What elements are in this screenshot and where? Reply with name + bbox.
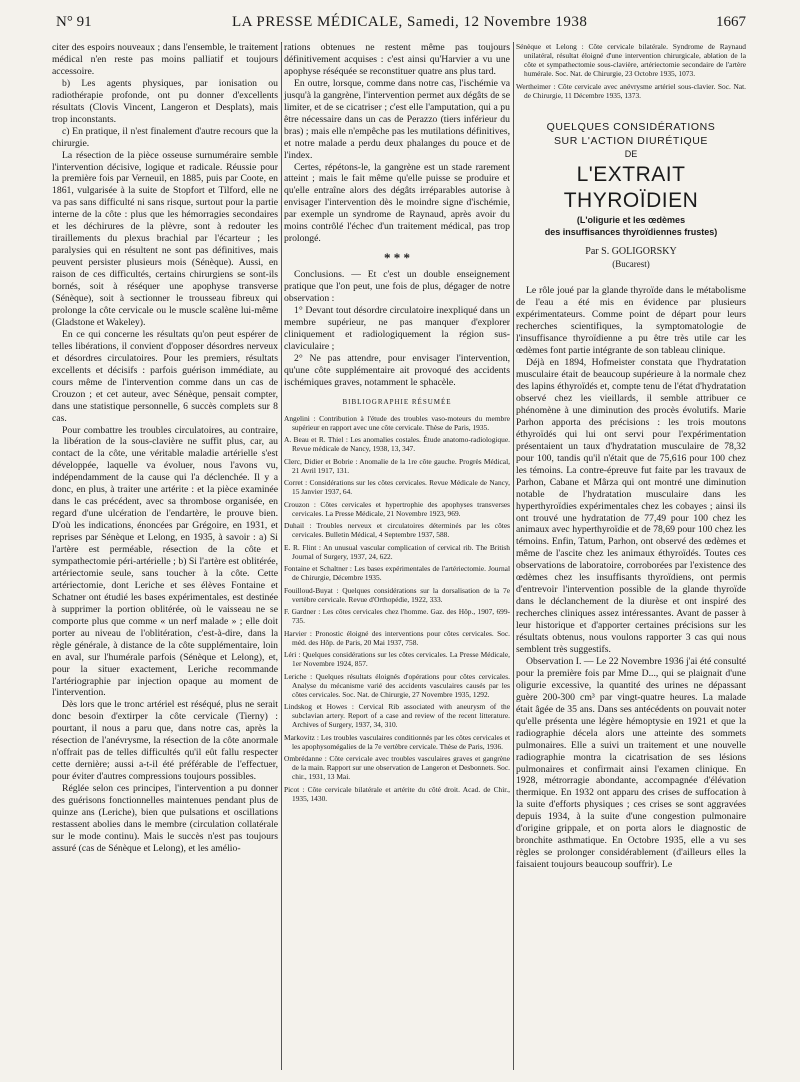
bibliography-heading: BIBLIOGRAPHIE RÉSUMÉE <box>342 397 452 406</box>
bibliography-entry: Fontaine et Schaltner : Les bases expérimentales de l'artériectomie. Journal de Chirurgie, Décembre 1935. <box>284 564 510 583</box>
page-number: 1667 <box>716 14 746 30</box>
paragraph: citer des espoirs nouveaux ; dans l'ensemble, le traitement médical n'en reste pas moins palliatif et toujours accessoire. <box>52 42 278 77</box>
article-subtitle: (L'oligurie et les œdèmes <box>576 214 686 225</box>
column-3 <box>516 42 746 871</box>
paragraph: Réglée selon ces principes, l'intervention a pu donner des guérisons fonctionnelles maintenues pendant plus de quinze ans (Leriche), bien que pulsations et oscillations restassent abolies dans le membre (circulation collatérale sur le mode continu). Mais le succès n'est pas toujours assuré (cas de Sénèque et Lelong), et les amélio- <box>52 783 278 854</box>
bibliography-entry: Leriche : Quelques résultats éloignés d'opérations pour côtes cervicales. Analyse du mécanisme varié des accidents vasculaires causés par les côtes cervicales. Soc. Nat. de Chirurgie, 27 Novembre 1935, 1292. <box>284 671 510 699</box>
paragraph: Conclusions. — Et c'est un double enseignement pratique que l'on peut, une fois de plus, dégager de notre observation : <box>284 269 510 305</box>
bibliography-entry: Markovitz : Les troubles vasculaires conditionnés par les côtes cervicales et les apophysomégalies de la 7e vertèbre cervicale. Thèse de Paris, 1936. <box>284 732 510 751</box>
column-1 <box>52 42 278 855</box>
bibliography-entry: E. R. Flint : An unusual vascular complication of cervical rib. The British Journal of Surgery, 1937, 24, 622. <box>284 542 510 561</box>
paragraph: 1° Devant tout désordre circulatoire inexpliqué dans un membre supérieur, ne pas manquer d'explorer cliniquement et radiologiquement la région sus-claviculaire ; <box>284 305 510 352</box>
paragraph: b) Les agents physiques, par ionisation ou radiothérapie profonde, ont pu donner d'excellents résultats (Clovis Vincent, Langeron et Desplats), mais trop inconstants. <box>52 77 278 125</box>
bibliography-entry: Picot : Côte cervicale bilatérale et artérite du côté droit. Acad. de Chir., 1935, 1430. <box>284 784 510 803</box>
article-kicker: DE <box>624 148 638 159</box>
bibliography-entry: Fouilloud-Buyat : Quelques considérations sur la dorsalisation de la 7e vertèbre cervicale. Revue d'Orthopédie, 1922, 333. <box>284 585 510 604</box>
bibliography-entry: F. Gardner : Les côtes cervicales chez l'homme. Gaz. des Hôp., 1907, 699-735. <box>284 607 510 626</box>
bibliography-entry: Lindskog et Howes : Cervical Rib associated with aneurysm of the subclavian artery. Report of a case and review of the recent litterature. Archives of Surgery, 1937, 34, 310. <box>284 702 510 730</box>
bibliography-entry: A. Beau et R. Thiel : Les anomalies costales. Étude anatomo-radiologique. Revue médicale de Nancy, 1938, 13, 347. <box>284 435 510 454</box>
paragraph: En outre, lorsque, comme dans notre cas, l'ischémie va jusqu'à la gangrène, l'intervention permet aux dégâts de se limiter, et de se cicatriser ; c'est elle l'amputation, qui a pu être nécessaire dans un cas de Perazzo (tiers inférieur du bras) ; mais elle n'empêche pas les mutilations définitives, et notre malade a perdu deux phalanges du pouce et de l'index. <box>284 77 510 161</box>
paragraph: Observation I. — Le 22 Novembre 1936 j'ai été consulté pour la première fois par Mme D..., qui se plaignait d'une oligurie excessive, la quantité des urines ne dépassant guère 200-300 cm³ par vingt-quatre heures. La malade était âgée de 35 ans. Dans ses antécédents on pouvait noter qu'elle présenta une légère hémoptysie en 1921 et que la radiographie décela alors une atteinte des sommets pulmonaires. Elle a suivi un traitement et une nouvelle radiographie montra la cicatrisation de ses lésions pulmonaires et confirmait ainsi l'examen clinique. En 1928, métrorragie abondante, accompagnée d'élévation thermique. En 1932 ont apparu des crises de suffocation à la suite d'efforts physiques ; ces crises se sont aggravées depuis 1934, à la suite d'une congestion pulmonaire d'origine grippale, et on porta alors le diagnostic de bronchite asthmatique. En Octobre 1935, elle a vu ses règles se prolonger considérablement (d'ailleurs elles la faisaient toujours beaucoup souffrir). Le <box>516 655 746 871</box>
bibliography-list <box>284 414 510 803</box>
bibliography-entry: Corret : Considérations sur les côtes cervicales. Revue Médicale de Nancy, 15 Janvier 1937, 64. <box>284 478 510 497</box>
article-author: Par S. GOLIGORSKY <box>585 245 677 257</box>
article-kicker: QUELQUES CONSIDÉRATIONS <box>546 120 716 133</box>
column-rule <box>513 42 514 1070</box>
bibliography-entry: Léri : Quelques considérations sur les côtes cervicales. La Presse Médicale, 1er Novembre 1924, 857. <box>284 650 510 669</box>
column-rule <box>281 42 282 1070</box>
bibliography-entry: Crouzon : Côtes cervicales et hypertrophie des apophyses transverses cervicales. La Presse Médicale, 21 Novembre 1923, 969. <box>284 499 510 518</box>
paragraph: En ce qui concerne les résultats qu'on peut espérer de telles libérations, il convient d'opposer désordres nerveux et désordres circulatoires. Pour les premiers, résultats excellents et décisifs : parfois guérison immédiate, au cours même de l'intervention comme dans un cas de Crouzon ; et cet auteur, avec Sénèque, pensait compter, dans une statistique personnelle, 6 succès complets sur 8 cas. <box>52 328 278 424</box>
bibliography-entry: Ombrédanne : Côte cervicale avec troubles vasculaires graves et gangrène de la main. Rapport sur une observation de Langeron et Desbonnets. Soc. chir., 1931, 13 Mai. <box>284 754 510 782</box>
paragraph: c) En pratique, il n'est finalement d'autre recours que la chirurgie. <box>52 125 278 149</box>
column-2 <box>284 42 510 806</box>
bibliography-entry: Wertheimer : Côte cervicale avec anévrysme artériel sous-clavier. Soc. Nat. de Chirurgie, 11 Décembre 1935, 1373. <box>516 81 746 100</box>
paragraph: Déjà en 1894, Hofmeister constata que l'hydratation musculaire était de beaucoup supérieure à la normale chez des lapins éthyroïdés et, compte tenu de l'état d'hydratation observé chez les vieillards, il semble attribuer ce phénomène à une diminution des procès évolutifs. Marie Parhon apporta des précisions : les trois moutons éthyroïdés qui lui ont servi pour l'expérimentation présentaient un taux d'hydratation musculaire de 78,32 pour 100, tandis qu'il n'était que de 75,616 pour 100 chez les témoins. La contre-épreuve fut faite par les travaux de Parhon, Cabane et Mârza qui ont montré une diminution notable de l'hydratation musculaire dans les hyperthyroïdies expérimentales chez les cobayes ; ainsi ils ont trouvé une hydratation de 77,49 pour 100 chez les animaux avec hyperthyroïdie et de 78,69 pour 100 chez les témoins. Enfin, Tatum, Parhon, ont observé des œdèmes et même de l'ascite chez les animaux éthyroïdés. Toutes ces observations de laboratoire, corroborées par l'existence des œdèmes chez les insuffisants thyroïdiens, ont permis d'entrevoir l'intervention possible de la glande thyroïde dans le déclanchement de la diurèse et ont inspiré des recherches cliniques assez intéressantes. Avant de passer à leur historique et d'apporter certaines précisions sur les résultats obtenus, nous voulons rapporter 3 cas qui nous semblent très suggestifs. <box>516 357 746 655</box>
article-location: (Bucarest) <box>612 259 650 270</box>
paragraph: Certes, répétons-le, la gangrène est un stade rarement atteint ; mais le fait même qu'elle puisse se produire et qu'elle entraîne alors des dégâts irréparables autorise à envisager l'intervention dès le moindre signe d'ischémie, par exemple un syndrome de Raynaud, après avoir du moins contrôlé l'échec d'un traitement médical, pas trop prolongé. <box>284 161 510 245</box>
paragraph: 2° Ne pas attendre, pour envisager l'intervention, qu'une côte supplémentaire ait provoqué des accidents ischémiques graves, notamment le sphacèle. <box>284 352 510 388</box>
bibliography-entry: Sénèque et Lelong : Côte cervicale bilatérale. Syndrome de Raynaud unilatéral, résultat éloigné d'une intervention chirurgicale, ablation de la côte et sympathectomie sous-clavière, artériectomie secondaire de l'artère humérale. Soc. Nat. de Chirurgie, 23 Octobre 1935, 1073. <box>516 42 746 78</box>
article-subtitle: des insuffisances thyroïdiennes frustes) <box>544 226 718 237</box>
bibliography-entry: Harvier : Pronostic éloigné des interventions pour côtes cervicales. Soc. méd. des Hôp. de Paris, 20 Mai 1937, 758. <box>284 628 510 647</box>
article-title: L'EXTRAIT THYROÏDIEN <box>563 162 699 212</box>
journal-title: LA PRESSE MÉDICALE, Samedi, 12 Novembre 1938 <box>232 14 588 30</box>
paragraph: Pour combattre les troubles circulatoires, au contraire, la libération de la sous-clavière ne suffit plus, car, au contact de la côte, une véritable maladie artérielle s'est développée, laquelle va évoluer, nous l'avons vu, indépendamment de la cause qui l'a déclenchée. Il y a donc, en plus, à traiter une artérite : et la pièce examinée dans le cas précédent, avec sa thrombose organisée, en regard d'une ulcération de l'endartère, le prouve bien. D'où les indications, énoncées par Grégoire, en 1931, et reprises par Sénèque et Lelong, en 1935, à savoir : a) Si l'artère est perméable, résection de la côte et sympathectomie péri-artérielle ; b) Si l'artère est oblitérée, artériectomie seule, sans toucher à la côte. Cette artériectomie, dont Leriche et ses élèves Fontaine et Schatner ont étudié les bases expérimentales, est destinée à supprimer la portion oblitérée, où le vaisseau ne se comporte plus que comme « un nerf malade » ; elle doit porter au niveau de l'oblitération, c'est-à-dire, dans la règle générale, à distance de la côte supplémentaire, loin en aval, sur l'humérale parfois (Sénèque et Lelong), et, pour la situer exactement, Leriche recommande l'artériographie par injection opaque au moment de l'intervention. <box>52 424 278 699</box>
bibliography-entry: Angelini : Contribution à l'étude des troubles vaso-moteurs du membre supérieur en rapport avec une côte cervicale. Thèse de Paris, 1935. <box>284 413 510 432</box>
bibliography-entry: Clerc, Didier et Bobrie : Anomalie de la 1re côte gauche. Progrès Médical, 21 Avril 1917, 131. <box>284 456 510 475</box>
article-kicker: SUR L'ACTION DIURÉTIQUE <box>553 134 709 147</box>
running-header <box>56 14 746 36</box>
article-title-block <box>516 120 746 272</box>
paragraph: rations obtenues ne restent même pas toujours définitivement acquises : c'est ainsi qu'Harvier a vu une apophyse réséquée se reconstituer quatre ans plus tard. <box>284 42 510 77</box>
paragraph: Dès lors que le tronc artériel est réséqué, plus ne serait donc besoin d'extirper la côte cervicale (Tierny) : pourtant, il nous a paru que, dans notre cas, après la résection de l'anévrysme, la résection de la côte anormale n'offrait pas de telles difficultés qu'il eût fallu respecter cette dernière; aussi a-t-il été préférable de l'effectuer, pour éviter d'autres compressions toujours possibles. <box>52 699 278 783</box>
section-separator: * * * <box>384 250 410 266</box>
paragraph: La résection de la pièce osseuse surnuméraire semble l'intervention décisive, logique et radicale. Réussie pour la première fois par Verneuil, en 1885, puis par Coote, en 1861, vulgarisée à la suite de Stopfort et Tilford, elle ne va pas sans difficulté ni sans risque, surtout pour la partie interne de la côte : plus que les hémorragies secondaires et les déchirures de la plèvre, sont à redouter les tiraillements du plexus brachial par l'écarteur ; les paralysies qui en résultent ne sont pas définitives, mais peuvent persister plusieurs mois (Sénèque). Aussi, en raison de ces difficultés, certains chirurgiens se sont-ils bornés, soit à réséquer une apophyse transverse (Sénèque), soit à sectionner le trousseau fibreux qui prolonge la côte cervicale ou le muscle scalène lui-même (Gladstone et Wakeley). <box>52 149 278 328</box>
bibliography-entry: Duhail : Troubles nerveux et circulatoires déterminés par les côtes cervicales. Bulletin Médical, 4 Septembre 1937, 588. <box>284 521 510 540</box>
paragraph: Le rôle joué par la glande thyroïde dans le métabolisme de l'eau a été mis en évidence par plusieurs expérimentateurs. Comme point de départ pour leurs recherches scientifiques, la symptomatologie de l'insuffisance thyroïdienne a pu être très utile car les œdèmes font partie intégrante de son tableau clinique. <box>516 285 746 357</box>
issue-number: N° 91 <box>56 14 92 30</box>
